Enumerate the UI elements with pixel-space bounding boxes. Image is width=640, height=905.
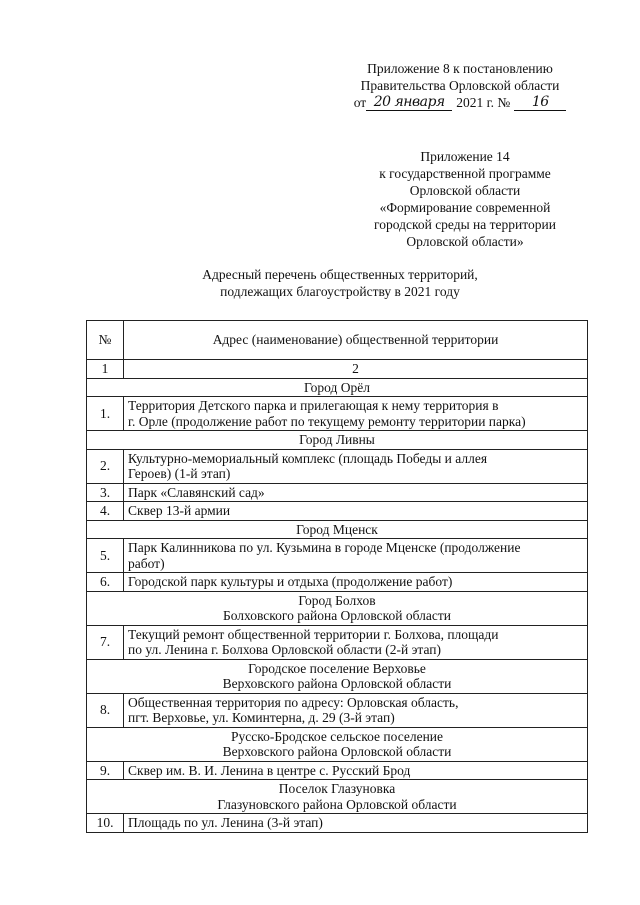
appendix-14-line: Орловской области [409,183,521,198]
territory-name-cell [124,449,588,483]
group-row [87,727,588,761]
appendix-14-line: городской среды на территории [374,217,556,232]
table-row [87,539,588,573]
group-title-line: Городское поселение Верховье [248,660,426,676]
territory-name-line: Парк «Славянский сад» [128,484,265,500]
territory-name-line: по ул. Ленина г. Болхова Орловской области (2-й этап) [128,642,442,657]
territory-name-line: Парк Калинникова по ул. Кузьмина в городе Мценске (продолжение [128,540,521,555]
appendix-14-line: к государственной программе [379,166,551,181]
group-row [87,378,588,397]
territory-name-cell [124,502,588,521]
decree-year-number-label: 2021 г. № [456,95,511,110]
territory-name-line: Сквер 13-й армии [128,503,231,518]
territory-name-line: Текущий ремонт общественной территории г. Болхова, площади [128,626,499,642]
territory-name-cell [124,814,588,833]
table-row [87,693,588,727]
header-name-cell: Адрес (наименование) общественной территории [124,321,588,360]
group-title-line: Город Ливны [299,432,375,447]
group-title-cell [87,378,588,397]
appendix-8-line-1: Приложение 8 к постановлению [367,61,553,76]
table-row [87,397,588,431]
table-header-row [87,321,588,360]
group-title-cell [87,659,588,693]
appendix-8-header [340,60,580,111]
territory-name-line: Территория Детского парка и прилегающая к нему территория в [128,398,499,413]
group-title-line: Поселок Глазуновка [278,781,396,796]
address-list-table-body [87,321,588,833]
appendix-14-line: «Формирование современной [379,200,551,215]
decree-date-line [340,94,580,111]
group-title-line: Город Орёл [304,379,370,395]
address-list-table [86,320,588,833]
group-title-cell [87,780,588,814]
group-title-line: Болховского района Орловской области [222,608,452,623]
group-title-line: Русско-Бродское сельское поселение [230,728,444,744]
table-row [87,573,588,592]
territory-name-line: Героев) (1-й этап) [128,466,231,481]
table-row [87,449,588,483]
group-row [87,780,588,814]
row-number-cell: 7. [87,625,124,659]
row-number-cell: 2. [87,449,124,483]
handwritten-number: 16 [514,95,566,111]
row-number-cell: 9. [87,761,124,780]
territory-name-cell [124,573,588,592]
group-row [87,591,588,625]
territory-name-line: Сквер им. В. И. Ленина в центре с. Русский Брод [128,762,411,778]
list-title-line-1: Адресный перечень общественных территорий, [202,267,478,282]
table-row [87,814,588,833]
group-row [87,520,588,539]
territory-name-cell [124,761,588,780]
column-index-2: 2 [124,360,588,379]
territory-name-line: Площадь по ул. Ленина (3-й этап) [128,815,323,830]
row-number-cell: 6. [87,573,124,592]
list-title-line-2: подлежащих благоустройству в 2021 году [220,284,460,299]
group-row [87,659,588,693]
territory-name-cell [124,539,588,573]
group-title-line: Город Мценск [296,521,378,537]
territory-name-cell [124,483,588,502]
group-title-line: Верховского района Орловской области [222,744,452,759]
row-number-cell: 8. [87,693,124,727]
territory-name-cell [124,693,588,727]
appendix-14-header [330,148,600,250]
group-title-cell [87,431,588,450]
table-row [87,483,588,502]
table-row [87,502,588,521]
column-index-1: 1 [87,360,124,379]
decree-prefix: от [353,95,367,110]
territory-name-cell [124,625,588,659]
group-title-cell [87,727,588,761]
handwritten-date: 20 января [366,95,452,111]
group-title-cell [87,520,588,539]
appendix-8-line-2: Правительства Орловской области [360,78,560,93]
row-number-cell: 10. [87,814,124,833]
table-row [87,625,588,659]
appendix-14-line: Приложение 14 [420,149,510,164]
row-number-cell: 1. [87,397,124,431]
table-row [87,761,588,780]
list-title [150,266,530,300]
column-index-row [87,360,588,379]
group-row [87,431,588,450]
row-number-cell: 5. [87,539,124,573]
group-title-cell [87,591,588,625]
territory-name-line: Культурно-мемориальный комплекс (площадь Победы и аллея [128,450,488,466]
territory-name-line: г. Орле (продолжение работ по текущему ремонту территории парка) [128,413,526,429]
group-title-line: Верховского района Орловской области [222,676,452,691]
group-title-line: Город Болхов [298,592,376,608]
territory-name-cell [124,397,588,431]
appendix-14-line: Орловской области» [406,234,524,249]
territory-name-line: работ) [128,555,165,571]
row-number-cell: 3. [87,483,124,502]
territory-name-line: Городской парк культуры и отдыха (продолжение работ) [128,574,453,589]
territory-name-line: Общественная территория по адресу: Орловская область, [128,694,459,710]
territory-name-line: пгт. Верховье, ул. Коминтерна, д. 29 (3-й этап) [128,710,395,725]
header-number-cell: № [87,321,124,360]
group-title-line: Глазуновского района Орловской области [217,796,457,812]
row-number-cell: 4. [87,502,124,521]
